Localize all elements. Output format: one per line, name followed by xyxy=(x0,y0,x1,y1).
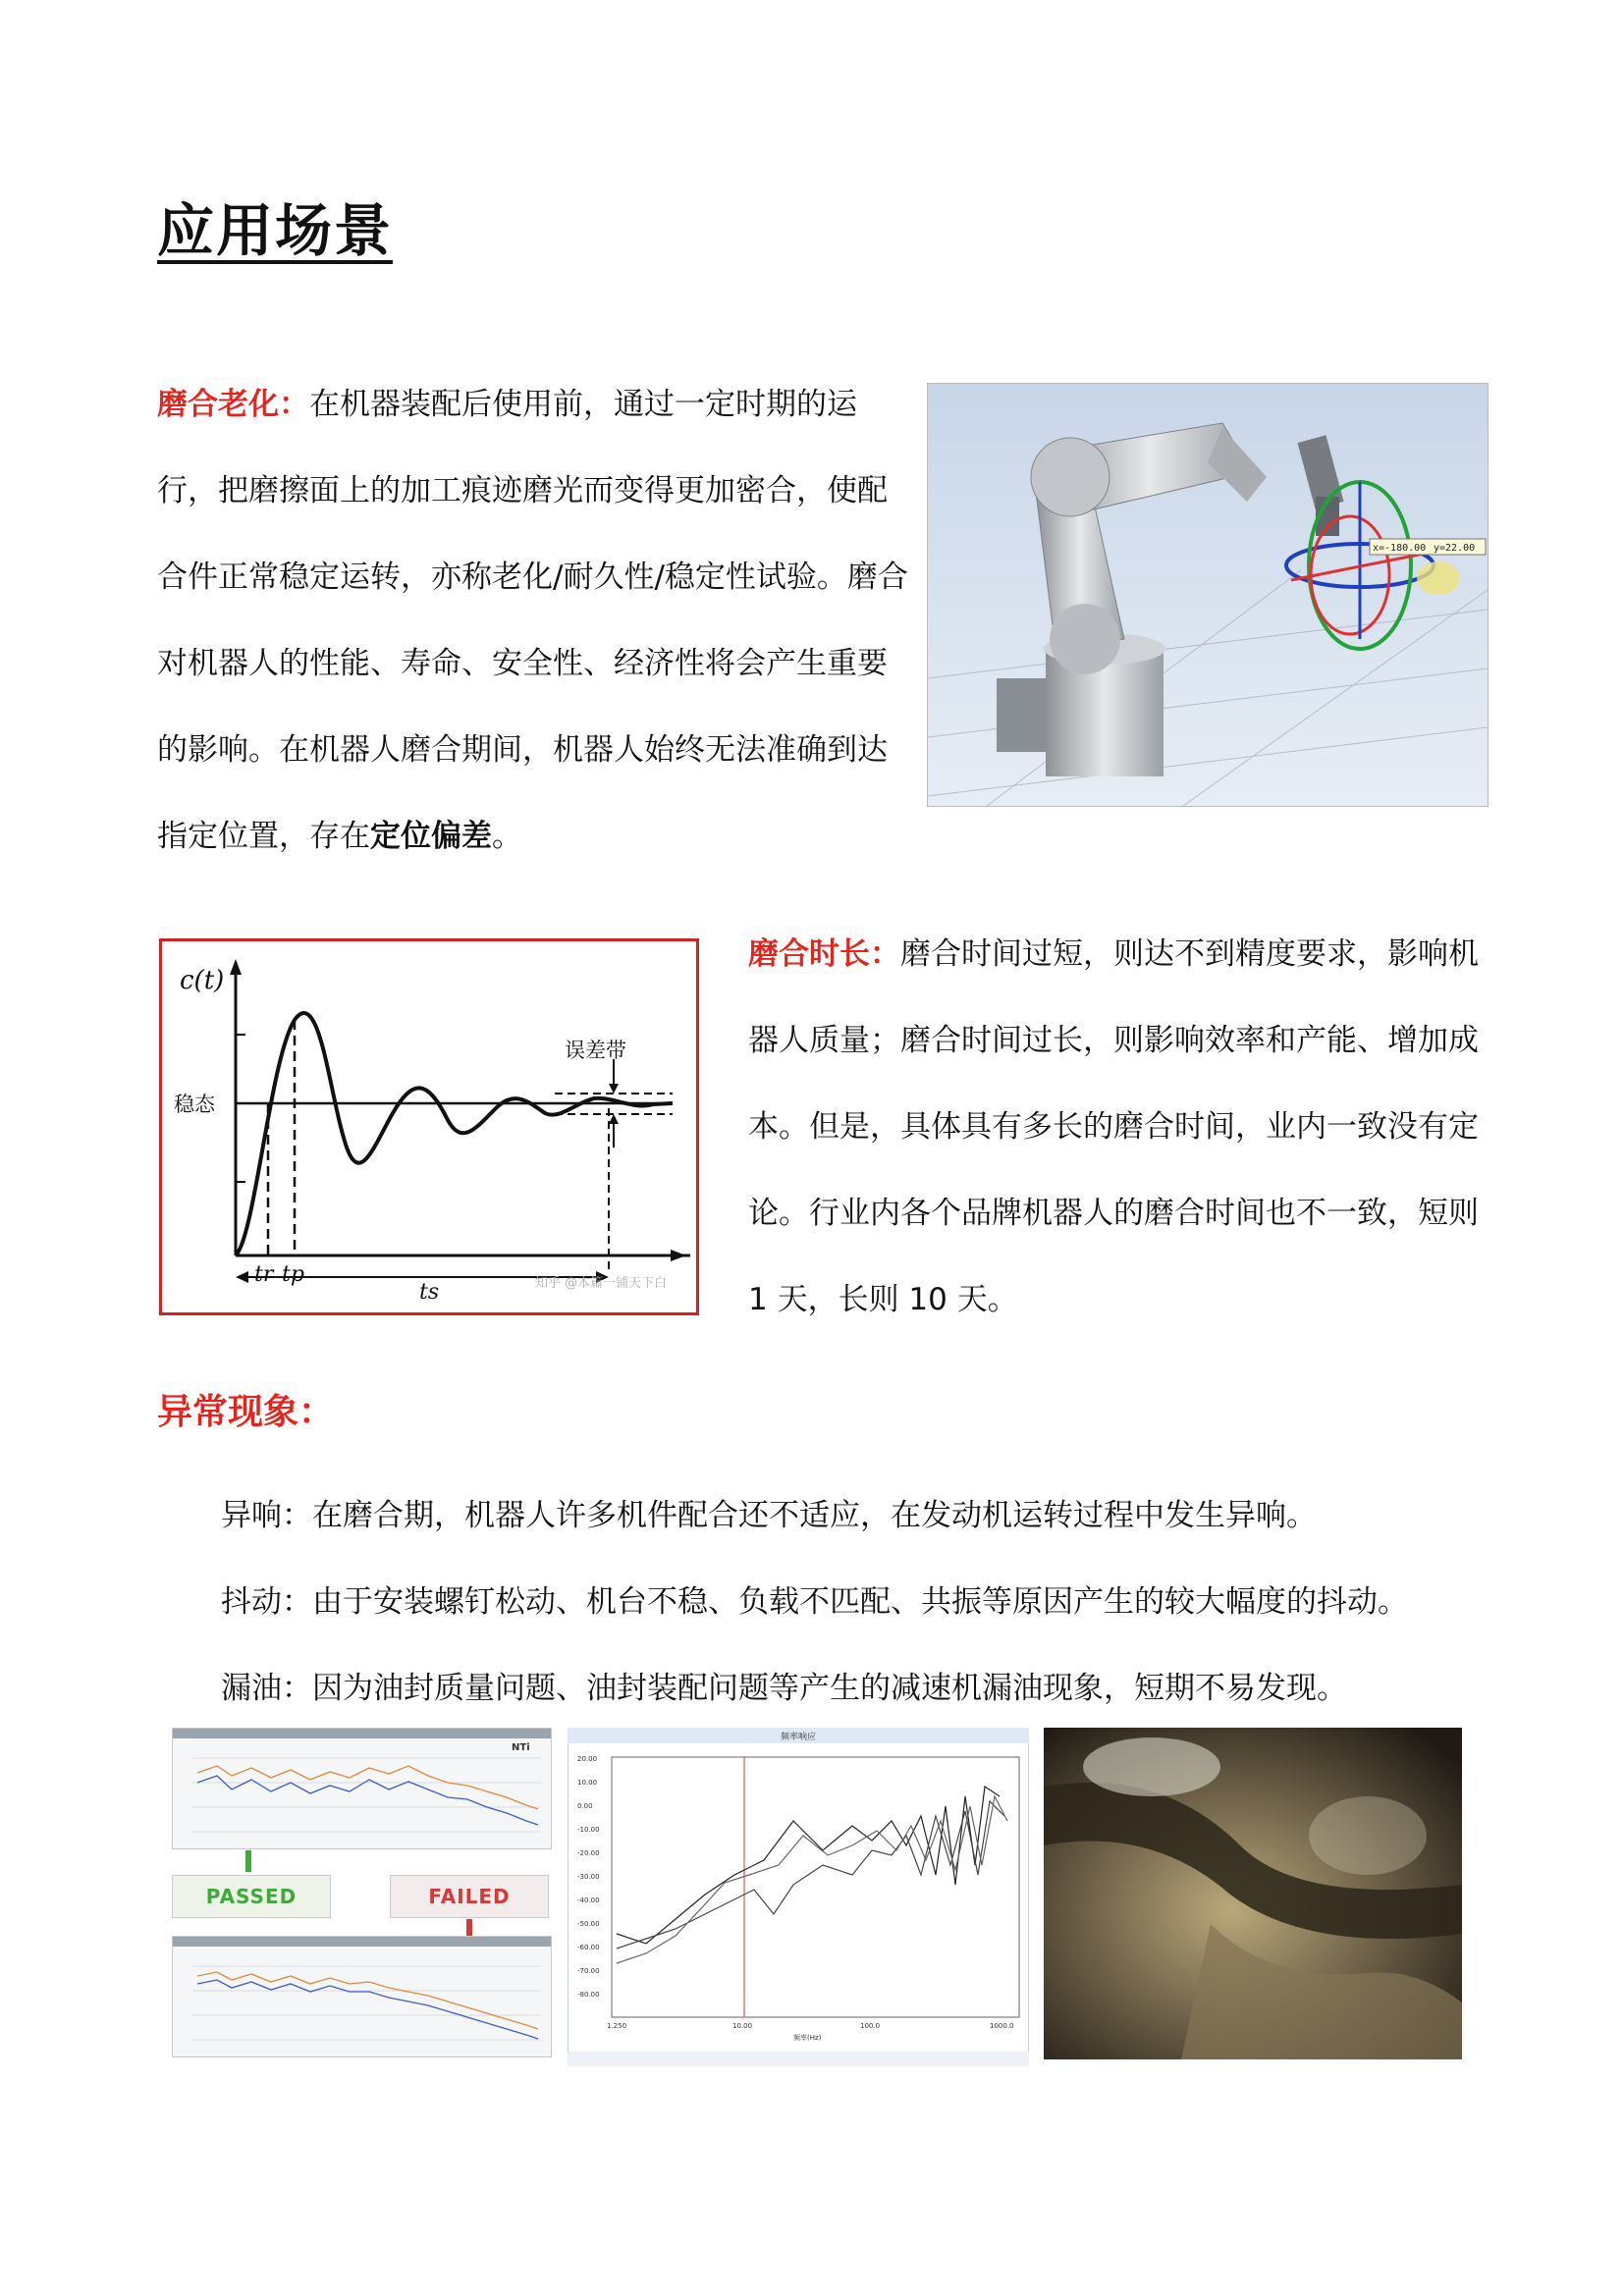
failed-badge: FAILED xyxy=(390,1875,549,1918)
step-response-diagram xyxy=(162,941,690,1307)
y-tick: -50.00 xyxy=(577,1920,600,1928)
x-axis-label: 频率(Hz) xyxy=(793,2034,822,2042)
brand-logo: NTi xyxy=(512,1742,530,1753)
frequency-response-image xyxy=(568,1728,1029,2066)
duration-paragraph xyxy=(748,911,1494,1343)
tr-label: tr xyxy=(254,1262,274,1287)
oil-leak-photo xyxy=(1044,1728,1462,2059)
y-tick: 10.00 xyxy=(577,1779,598,1787)
spectrum-plot-bottom xyxy=(173,1937,551,2056)
x-tick: 100.0 xyxy=(860,2022,881,2030)
error-band-label: 误差带 xyxy=(565,1039,626,1062)
y-tick: -70.00 xyxy=(577,1967,600,1975)
abnormal-item-text: 在磨合期，机器人许多机件配合还不适应，在发动机运转过程中发生异响。 xyxy=(312,1498,1317,1533)
spectrum-panel-bottom xyxy=(172,1936,552,2057)
abnormal-item-vibration xyxy=(221,1576,1408,1621)
y-tick: -40.00 xyxy=(577,1896,600,1904)
y-tick: 0.00 xyxy=(577,1802,593,1810)
running-in-paragraph xyxy=(157,361,913,880)
spectrum-test-image xyxy=(172,1728,550,2056)
x-tick: 1000.0 xyxy=(990,2022,1014,2030)
robot-illustration xyxy=(928,384,1488,806)
robot-readout-x: x=-180.00 xyxy=(1373,543,1427,554)
step-response-figure xyxy=(159,938,699,1315)
y-tick: -20.00 xyxy=(577,1849,600,1857)
abnormal-item-label: 异响： xyxy=(221,1498,312,1533)
abnormal-item-label: 漏油： xyxy=(221,1671,312,1706)
abnormal-item-oil-leak xyxy=(221,1663,1347,1707)
spectrum-panel-top xyxy=(172,1728,552,1849)
steady-label: 稳态 xyxy=(174,1093,215,1116)
passed-badge: PASSED xyxy=(172,1875,331,1918)
running-in-text: 在机器装配后使用前，通过一定时期的运行，把磨擦面上的加工痕迹磨光而变得更加密合，使配合件正常稳定运转，亦称老化/耐久性/稳定性试验。磨合对机器人的性能、寿命、安全性、经济性将会产生重要的影响。在机器人磨合期间，机器人始终无法准确到达指定位置，存在 xyxy=(157,387,908,854)
y-tick: 20.00 xyxy=(577,1755,598,1763)
duration-text: 磨合时间过短，则达不到精度要求，影响机器人质量；磨合时间过长，则影响效率和产能、增加成本。但是，具体具有多长的磨合时间，业内一致没有定论。行业内各个品牌机器人的磨合时间也不一致，短则 1 天，长则 10 天。 xyxy=(748,936,1479,1317)
oil-leak-illustration xyxy=(1044,1728,1462,2059)
abnormal-item-noise xyxy=(221,1490,1317,1534)
running-in-end: 。 xyxy=(492,819,522,854)
frf-window-title: 频率响应 xyxy=(780,1733,817,1742)
x-tick: 1.250 xyxy=(607,2022,627,2030)
ts-label: ts xyxy=(419,1280,440,1305)
frequency-response-plot xyxy=(568,1728,1029,2066)
y-tick: -30.00 xyxy=(577,1873,600,1881)
abnormal-item-text: 由于安装螺钉松动、机台不稳、负载不匹配、共振等原因产生的较大幅度的抖动。 xyxy=(312,1584,1408,1620)
y-tick: -60.00 xyxy=(577,1944,600,1951)
y-tick: -80.00 xyxy=(577,1991,600,1999)
abnormal-heading: 异常现象： xyxy=(157,1392,335,1432)
robot-readout-y: y=22.00 xyxy=(1434,543,1476,554)
abnormal-item-label: 抖动： xyxy=(221,1584,312,1620)
abnormal-item-text: 因为油封质量问题、油封装配问题等产生的减速机漏油现象，短期不易发现。 xyxy=(312,1671,1347,1706)
robot-simulation-image xyxy=(927,383,1489,807)
x-tick: 10.00 xyxy=(732,2022,753,2030)
spectrum-plot-top xyxy=(173,1729,551,1848)
page-title: 应用场景 xyxy=(157,197,394,264)
running-in-heading: 磨合老化： xyxy=(157,387,309,422)
tp-label: tp xyxy=(282,1262,304,1287)
duration-heading: 磨合时长： xyxy=(748,936,900,972)
watermark: 知乎 @本篇一铺天下白 xyxy=(535,1276,668,1291)
y-tick: -10.00 xyxy=(577,1826,600,1834)
running-in-emphasis: 定位偏差 xyxy=(370,819,492,854)
y-axis-label: c(t) xyxy=(180,966,225,995)
